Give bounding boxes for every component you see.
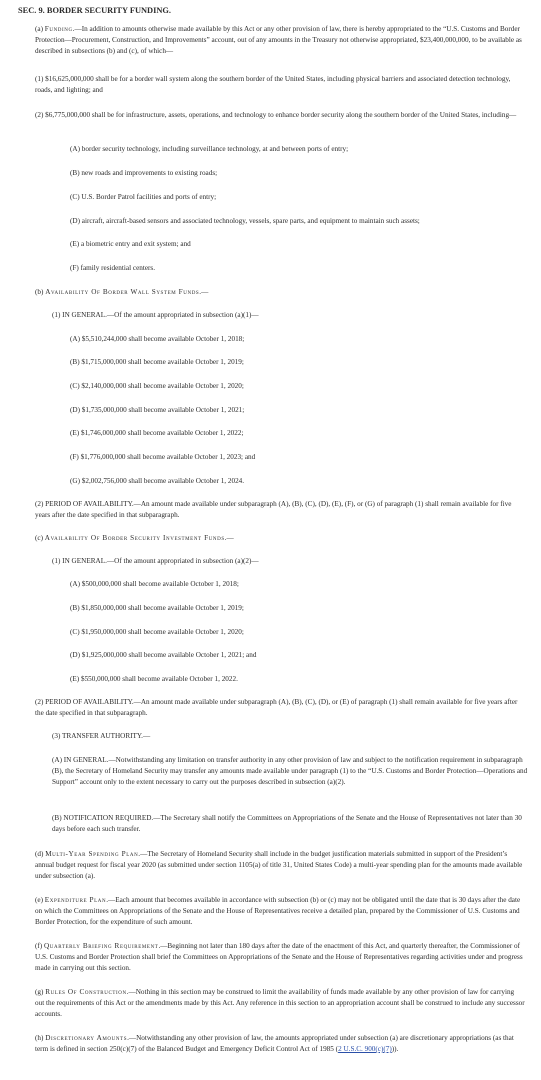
usc-citation-link[interactable]: 2 U.S.C. 900(c)(7) <box>338 1045 392 1053</box>
subsection-f: (f) Quarterly Briefing Requirement.—Beginning not later than 180 days after the date of the enactment of this Act, and quarterly thereafter, the Commissioner of U.S. Customs and Border Protection shall brief the Committees on Appropriations of the Senate and the House of Representatives regarding activities under and progress made in carrying out this section. <box>35 942 523 972</box>
paragraph-b1: (1) IN GENERAL.—Of the amount appropriated in subsection (a)(1)— <box>52 311 259 319</box>
list-item: (D) aircraft, aircraft-based sensors and associated technology, vessels, spare parts, and equipment to maintain such assets; <box>70 217 420 225</box>
list-item: (D) $1,735,000,000 shall become available October 1, 2021; <box>70 406 245 414</box>
subsection-e: (e) Expenditure Plan.—Each amount that becomes available in accordance with subsection (b) or (c) may not be obligated until the date that is 30 days after the date on which the Committees on Appropriations of the Senate and the House of Representatives receive a detailed plan, prepared by the Commissioner of U.S. Customs and Border Protection, for the expenditure of such amount. <box>35 896 521 926</box>
list-item: (E) $550,000,000 shall become available October 1, 2022. <box>70 675 238 683</box>
subsection-b-heading: Availability Of Border Wall System Funds <box>45 288 200 296</box>
list-item: (A) border security technology, including surveillance technology, at and between ports of entry; <box>70 145 349 153</box>
list-item: (B) $1,850,000,000 shall become available October 1, 2019; <box>70 604 244 612</box>
list-item: (C) $1,950,000,000 shall become available October 1, 2020; <box>70 628 244 636</box>
subsection-e-heading: Expenditure Plan <box>44 896 107 904</box>
subsection-g-heading: Rules Of Construction <box>45 988 127 996</box>
list-item: (D) $1,925,000,000 shall become available October 1, 2021; and <box>70 651 257 659</box>
paragraph-a1: (1) $16,625,000,000 shall be for a border wall system along the southern border of the United States, including physical barriers and associated detection technology, roads, and lighting; and <box>35 75 511 94</box>
subsection-a-heading: Funding <box>44 25 73 33</box>
subsection-h: (h) Discretionary Amounts.—Notwithstanding any other provision of law, the amounts appropriated under subsection (a) are discretionary appropriations (as that term is defined in section 250(c)(7) of the Balanced Budget and Emergency Deficit Control Act of 1985 (2 U.S.C. 900(c)(7))). <box>35 1034 514 1053</box>
paragraph-c3: (3) TRANSFER AUTHORITY.— <box>52 732 151 740</box>
subsection-d: (d) Multi-Year Spending Plan.—The Secretary of Homeland Security shall include in the budget justification materials submitted in support of the President’s annual budget request for fiscal year 2020 (as submitted under section 1105(a) of title 31, United States Code) a multi-year spending plan for the amounts made available under subsection (a). <box>35 850 523 880</box>
subsection-a: (a) Funding.—In addition to amounts otherwise made available by this Act or any other provision of law, there is hereby appropriated to the “U.S. Customs and Border Protection—Procurement, Construction, and Improvements” account, out of any amounts in the Treasury not otherwise appropriated, $23,400,000,000, to be available as described in subsections (b) and (c), of which— <box>35 25 522 55</box>
paragraph-c2: (2) PERIOD OF AVAILABILITY.—An amount made available under subparagraph (A), (B), (C), (D), or (E) of paragraph (1) shall remain available for five years after the date specified in that subparagraph. <box>35 698 518 717</box>
list-item: (C) $2,140,000,000 shall become available October 1, 2020; <box>70 382 244 390</box>
list-item: (A) $500,000,000 shall become available October 1, 2018; <box>70 580 239 588</box>
section-title: SEC. 9. BORDER SECURITY FUNDING. <box>18 6 172 15</box>
paragraph-b2: (2) PERIOD OF AVAILABILITY.—An amount made available under subparagraph (A), (B), (C), (D), (E), (F), or (G) of paragraph (1) shall remain available for five years after the date specified in that subparagraph. <box>35 500 512 519</box>
subsection-c: (c) Availability Of Border Security Investment Funds.— <box>35 534 234 542</box>
paragraph-c1: (1) IN GENERAL.—Of the amount appropriated in subsection (a)(2)— <box>52 557 259 565</box>
list-item: (B) new roads and improvements to existing roads; <box>70 169 218 177</box>
list-item: (A) $5,510,244,000 shall become available October 1, 2018; <box>70 335 245 343</box>
subsection-h-heading: Discretionary Amounts <box>45 1034 128 1042</box>
list-item: (E) $1,746,000,000 shall become available October 1, 2022; <box>70 429 244 437</box>
list-item: (C) U.S. Border Patrol facilities and ports of entry; <box>70 193 217 201</box>
paragraph-c3a: (A) IN GENERAL.—Notwithstanding any limitation on transfer authority in any other provision of law and subject to the notification requirement in subparagraph (B), the Secretary of Homeland Security may transfer any amounts made available under paragraph (1) to the “U.S. Customs and Border Protection—Operations and Support” account only to the extent necessary to carry out the purposes described in subsection (a)(2). <box>52 756 528 786</box>
paragraph-c3b: (B) NOTIFICATION REQUIRED.—The Secretary shall notify the Committees on Appropriations of the Senate and the House of Representatives not later than 30 days before each such transfer. <box>52 814 522 833</box>
list-item: (G) $2,002,756,000 shall become available October 1, 2024. <box>70 477 245 485</box>
list-item: (E) a biometric entry and exit system; and <box>70 240 191 248</box>
subsection-b: (b) Availability Of Border Wall System Funds.— <box>35 288 209 296</box>
paragraph-a2: (2) $6,775,000,000 shall be for infrastructure, assets, operations, and technology to enhance border security along the southern border of the United States, including— <box>35 111 517 119</box>
subsection-g: (g) Rules Of Construction.—Nothing in this section may be construed to limit the availability of funds made available by any other provision of law for carrying out the requirements of this Act or the amendments made by this Act. Any reference in this section to an appropriation account shall be construed to include any successor accounts. <box>35 988 525 1018</box>
subsection-d-heading: Multi-Year Spending Plan <box>45 850 139 858</box>
subsection-f-heading: Quarterly Briefing Requirement <box>43 942 159 950</box>
list-item: (B) $1,715,000,000 shall become available October 1, 2019; <box>70 358 244 366</box>
subsection-c-heading: Availability Of Border Security Investment Funds <box>44 534 225 542</box>
list-item: (F) $1,776,000,000 shall become available October 1, 2023; and <box>70 453 256 461</box>
list-item: (F) family residential centers. <box>70 264 156 272</box>
